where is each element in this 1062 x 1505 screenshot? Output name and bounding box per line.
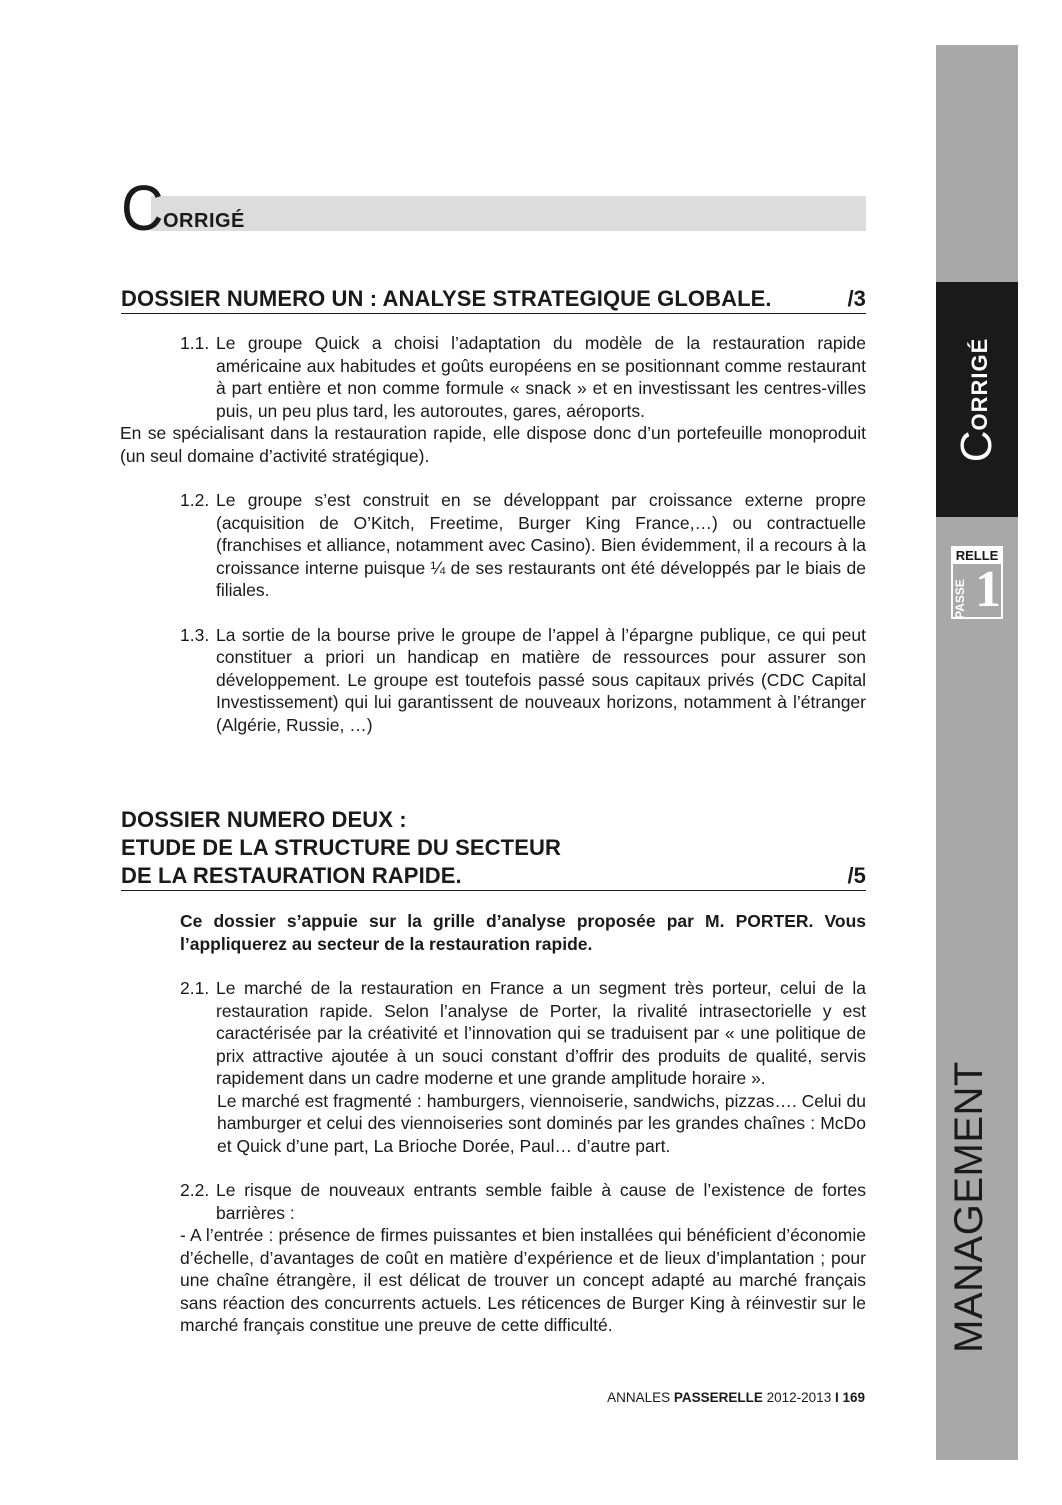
item-2-1-followup: Le marché est fragmenté : hamburgers, viennoiserie, sandwichs, pizzas…. Celui du hamburger et celui des viennoiseries sont dominés par les grandes chaînes : McDo et Quick d’une part, La Brioche Dorée, Paul… d’autre part. xyxy=(217,1090,866,1156)
dossier2-title-line2: ETUDE DE LA STRUCTURE DU SECTEUR xyxy=(121,835,561,860)
corrige-header xyxy=(121,172,866,244)
dossier2-intro: Ce dossier s’appuie sur la grille d’analyse proposée par M. PORTER. Vous l’appliquerez au secteur de la restauration rapide. xyxy=(180,911,866,954)
right-sidebar xyxy=(936,45,1018,1460)
footer-year: 2012-2013 xyxy=(762,1390,835,1405)
dossier2-body xyxy=(180,910,866,1337)
passerelle-logo xyxy=(951,546,1003,619)
item-2-2-followup: - A l’entrée : présence de firmes puissantes et bien installées qui bénéficient d’économie d’échelle, d’avantages de coût en matière d’expérience et de lieux d’implantation ; pour une chaîne étrangère, il est délicat de trouver un concept adapté au marché français sans réaction des concurrents actuels. Les réticences de Burger King à réinvestir sur le marché français constitue une preuve de cette difficulté. xyxy=(180,1225,866,1335)
item-number: 1.3. xyxy=(180,624,210,645)
item-text: Le risque de nouveaux entrants semble faible à cause de l’existence de fortes barrières : xyxy=(216,1180,866,1223)
dossier2-title-line3: DE LA RESTAURATION RAPIDE. xyxy=(121,863,462,888)
dossier2-underline xyxy=(121,890,866,891)
item-2-1 xyxy=(180,977,866,1090)
item-2-2 xyxy=(180,1179,866,1224)
dossier2-title-line1: DOSSIER NUMERO DEUX : xyxy=(121,807,407,832)
sidebar-corrige-big-letter: C xyxy=(952,430,1001,463)
item-number: 1.2. xyxy=(180,490,210,510)
item-1-1 xyxy=(180,332,866,422)
sidebar-corrige-label xyxy=(952,285,1002,515)
dossier1-title xyxy=(121,285,866,315)
header-bar xyxy=(151,196,866,231)
dossier1-title-text: DOSSIER NUMERO UN : ANALYSE STRATEGIQUE GLOBALE. xyxy=(121,286,772,311)
item-text: Le marché de la restauration en France a un segment très porteur, celui de la restauration rapide. Selon l’analyse de Porter, la rivalité intrasectorielle y est caractérisée par la créativité et l’innovation qui se traduisent par « une politique de prix attractive ajoutée à un souci constant d’offrir des produits de qualité, servis rapidement dans un cadre moderne et une grande amplitude horaire ». xyxy=(216,978,866,1088)
dossier2-title xyxy=(121,806,866,892)
header-big-letter: C xyxy=(121,172,164,244)
footer-brand: PASSERELLE xyxy=(673,1390,763,1405)
item-number: 2.1. xyxy=(180,978,210,998)
page-number: 169 xyxy=(838,1390,865,1405)
logo-number: 1 xyxy=(975,561,1001,618)
dossier1-score: /3 xyxy=(847,286,866,311)
item-text: Le groupe Quick a choisi l’adaptation du modèle de la restauration rapide américaine aux habitudes et goûts européens en se positionnant comme restaurant à part entière et non comme formule « snack » et en investissant les centres-villes puis, un peu plus tard, les autoroutes, gares, aéroports. xyxy=(216,333,866,421)
sidebar-section-label: MANAGEMENT xyxy=(947,1061,991,1353)
dossier1-body xyxy=(120,332,866,736)
dossier1-underline xyxy=(121,313,866,314)
footer-prefix: ANNALES xyxy=(607,1390,674,1405)
item-1-2 xyxy=(180,489,866,602)
item-number: 2.2. xyxy=(180,1180,210,1200)
item-number: 1.1. xyxy=(180,333,210,353)
item-text: Le groupe s’est construit en se développant par croissance externe propre (acquisition de O’Kitch, Freetime, Burger King France,…) ou contractuelle (franchises et alliance, notamment avec Casino). Bien évidemment, il a recours à la croissance interne puisque ¼ de ses restaurants ont été développés par le biais de filiales. xyxy=(216,490,866,600)
item-1-1-followup: En se spécialisant dans la restauration rapide, elle dispose donc d’un portefeuille monoproduit (un seul domaine d’activité stratégique). xyxy=(120,423,866,466)
item-text: La sortie de la bourse prive le groupe de l’appel à l’épargne publique, ce qui peut constituer a priori un handicap en matière de ressources pour assurer son développement. Le groupe est toutefois passé sous capitaux privés (CDC Capital Investissement) qui lui garantissent de nouveaux horizons, notamment à l’étranger (Algérie, Russie, …) xyxy=(216,624,866,735)
dossier2-score: /5 xyxy=(847,863,866,888)
sidebar-corrige-text: ORRIGÉ xyxy=(967,337,992,431)
header-title: ORRIGÉ xyxy=(163,210,245,232)
logo-top-text: RELLE xyxy=(953,548,1001,564)
logo-side-text: PASSE xyxy=(953,579,967,619)
page-footer xyxy=(520,1390,865,1405)
footer-separator: I xyxy=(834,1390,839,1405)
item-1-3 xyxy=(180,624,866,737)
